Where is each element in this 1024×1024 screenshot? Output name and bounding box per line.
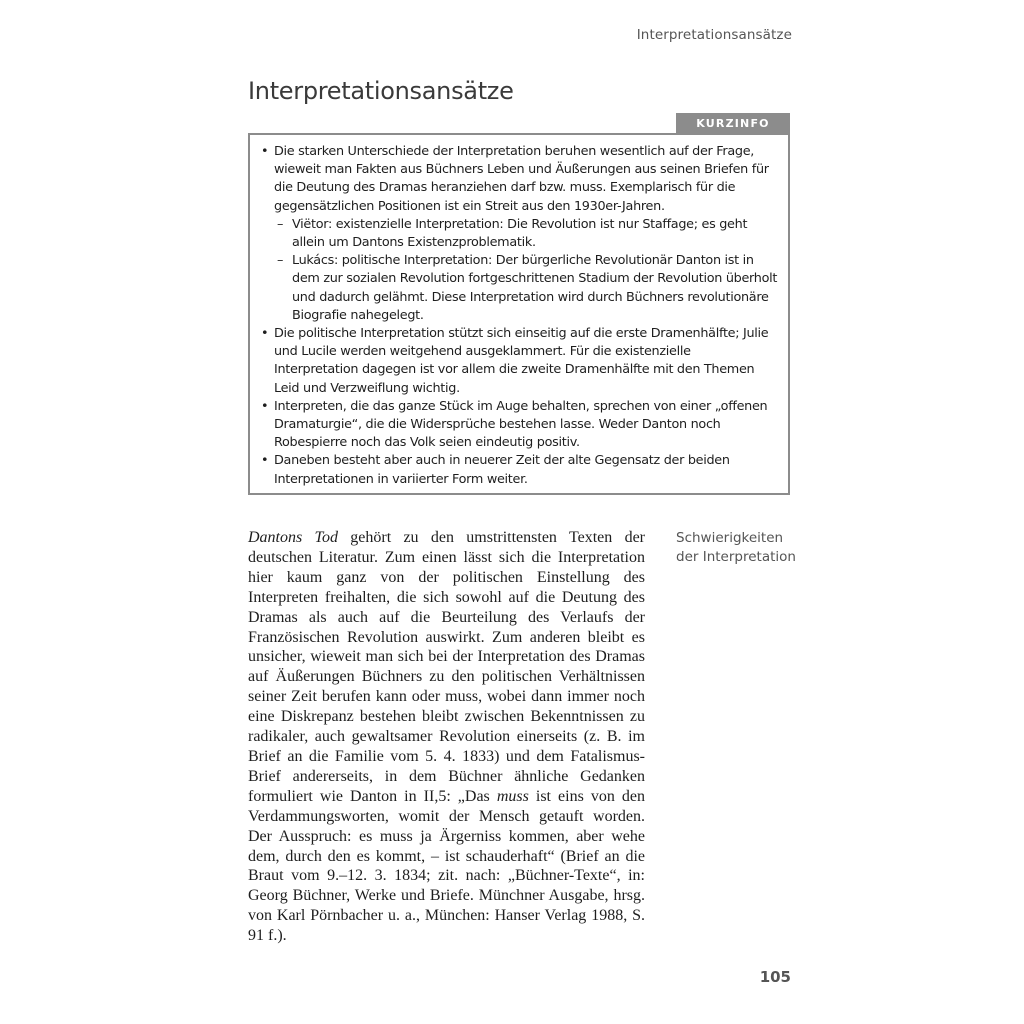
- body-paragraph: [248, 528, 645, 946]
- chapter-title: Interpretationsansätze: [248, 77, 514, 105]
- margin-note-line-2: der Interpretation: [676, 549, 796, 565]
- kurzinfo-subitem: – Lukács: politische Interpretation: Der bürgerliche Revolutionär Danton ist in dem zur sozialen Revolution fortgeschrittenen Stadium der Revolution überholt und dadurch gelähmt. Diese Interpretation wird durch Büchners revolutionäre Biografie nahegelegt.: [260, 252, 778, 325]
- kurzinfo-list: [260, 143, 778, 489]
- kurzinfo-bullet: • Daneben besteht aber auch in neuerer Zeit der alte Gegensatz der beiden Interpretationen in variierter Form weiter.: [260, 452, 778, 488]
- running-head: Interpretationsansätze: [636, 27, 792, 43]
- kurzinfo-label: KURZINFO: [676, 113, 790, 133]
- body-text: [248, 528, 645, 946]
- margin-note: [676, 529, 806, 567]
- kurzinfo-subitem: – Viëtor: existenzielle Interpretation: Die Revolution ist nur Staffage; es geht allein um Dantons Existenzproblematik.: [260, 216, 778, 252]
- page-number: 105: [759, 968, 791, 986]
- kurzinfo-bullet: • Die politische Interpretation stützt sich einseitig auf die erste Dramenhälfte; Julie und Lucile werden weitgehend ausgeklammert. Für die existenzielle Interpretation dagegen ist vor allem die zweite Dramenhälfte mit den Themen Leid und Verzweiflung wichtig.: [260, 325, 778, 398]
- body-text-part-1: gehört zu den umstrittensten Texten der deutschen Literatur. Zum einen lässt sich die Interpretation hier kaum ganz von der politischen Einstellung des Interpreten freihalten, die sich sowohl auf die Deutung des Dramas als auch auf die Beurteilung des Verlaufs der Französischen Revolution auswirkt. Zum anderen bleibt es unsicher, wieweit man sich bei der Interpretation des Dramas auf Äußerungen Büchners zu den politischen Verhältnissen seiner Zeit berufen kann oder muss, wobei dann immer noch eine Diskrepanz bestehen bleibt zwischen Bekenntnissen zu radikaler, auch gewaltsamer Revolution einerseits (z. B. im Brief an die Familie vom 5. 4. 1833) und dem Fatalismus-Brief andererseits, in dem Büchner ähnliche Gedanken formuliert wie Danton in II,5: „Das: [248, 529, 645, 805]
- kurzinfo-bullet: • Interpreten, die das ganze Stück im Auge behalten, sprechen von einer „offenen Dramaturgie“, die die Widersprüche bestehen lasse. Weder Danton noch Robespierre noch das Volk seien eindeutig positiv.: [260, 398, 778, 453]
- emphasis-word: muss: [496, 787, 529, 805]
- margin-note-line-1: Schwierigkeiten: [676, 530, 784, 546]
- kurzinfo-bullet: • Die starken Unterschiede der Interpretation beruhen wesentlich auf der Frage, wieweit man Fakten aus Büchners Leben und Äußerungen aus seinen Briefen für die Deutung des Dramas heranziehen darf bzw. muss. Exemplarisch für die gegensätzlichen Positionen ist ein Streit aus den 1930er-Jahren.: [260, 143, 778, 216]
- work-title: Dantons Tod: [248, 529, 338, 546]
- kurzinfo-box: [248, 133, 790, 495]
- body-text-part-2: ist eins von den Verdammungsworten, womit der Mensch getauft worden. Der Ausspruch: es muss ja Ärgerniss kommen, aber wehe dem, durch den es kommt, – ist schauderhaft“ (Brief an die Braut vom 9.–12. 3. 1834; zit. nach: „Büchner-Texte“, in: Georg Büchner, Werke und Briefe. Münchner Ausgabe, hrsg. von Karl Pörnbacher u. a., München: Hanser Verlag 1988, S. 91 f.).: [248, 787, 645, 945]
